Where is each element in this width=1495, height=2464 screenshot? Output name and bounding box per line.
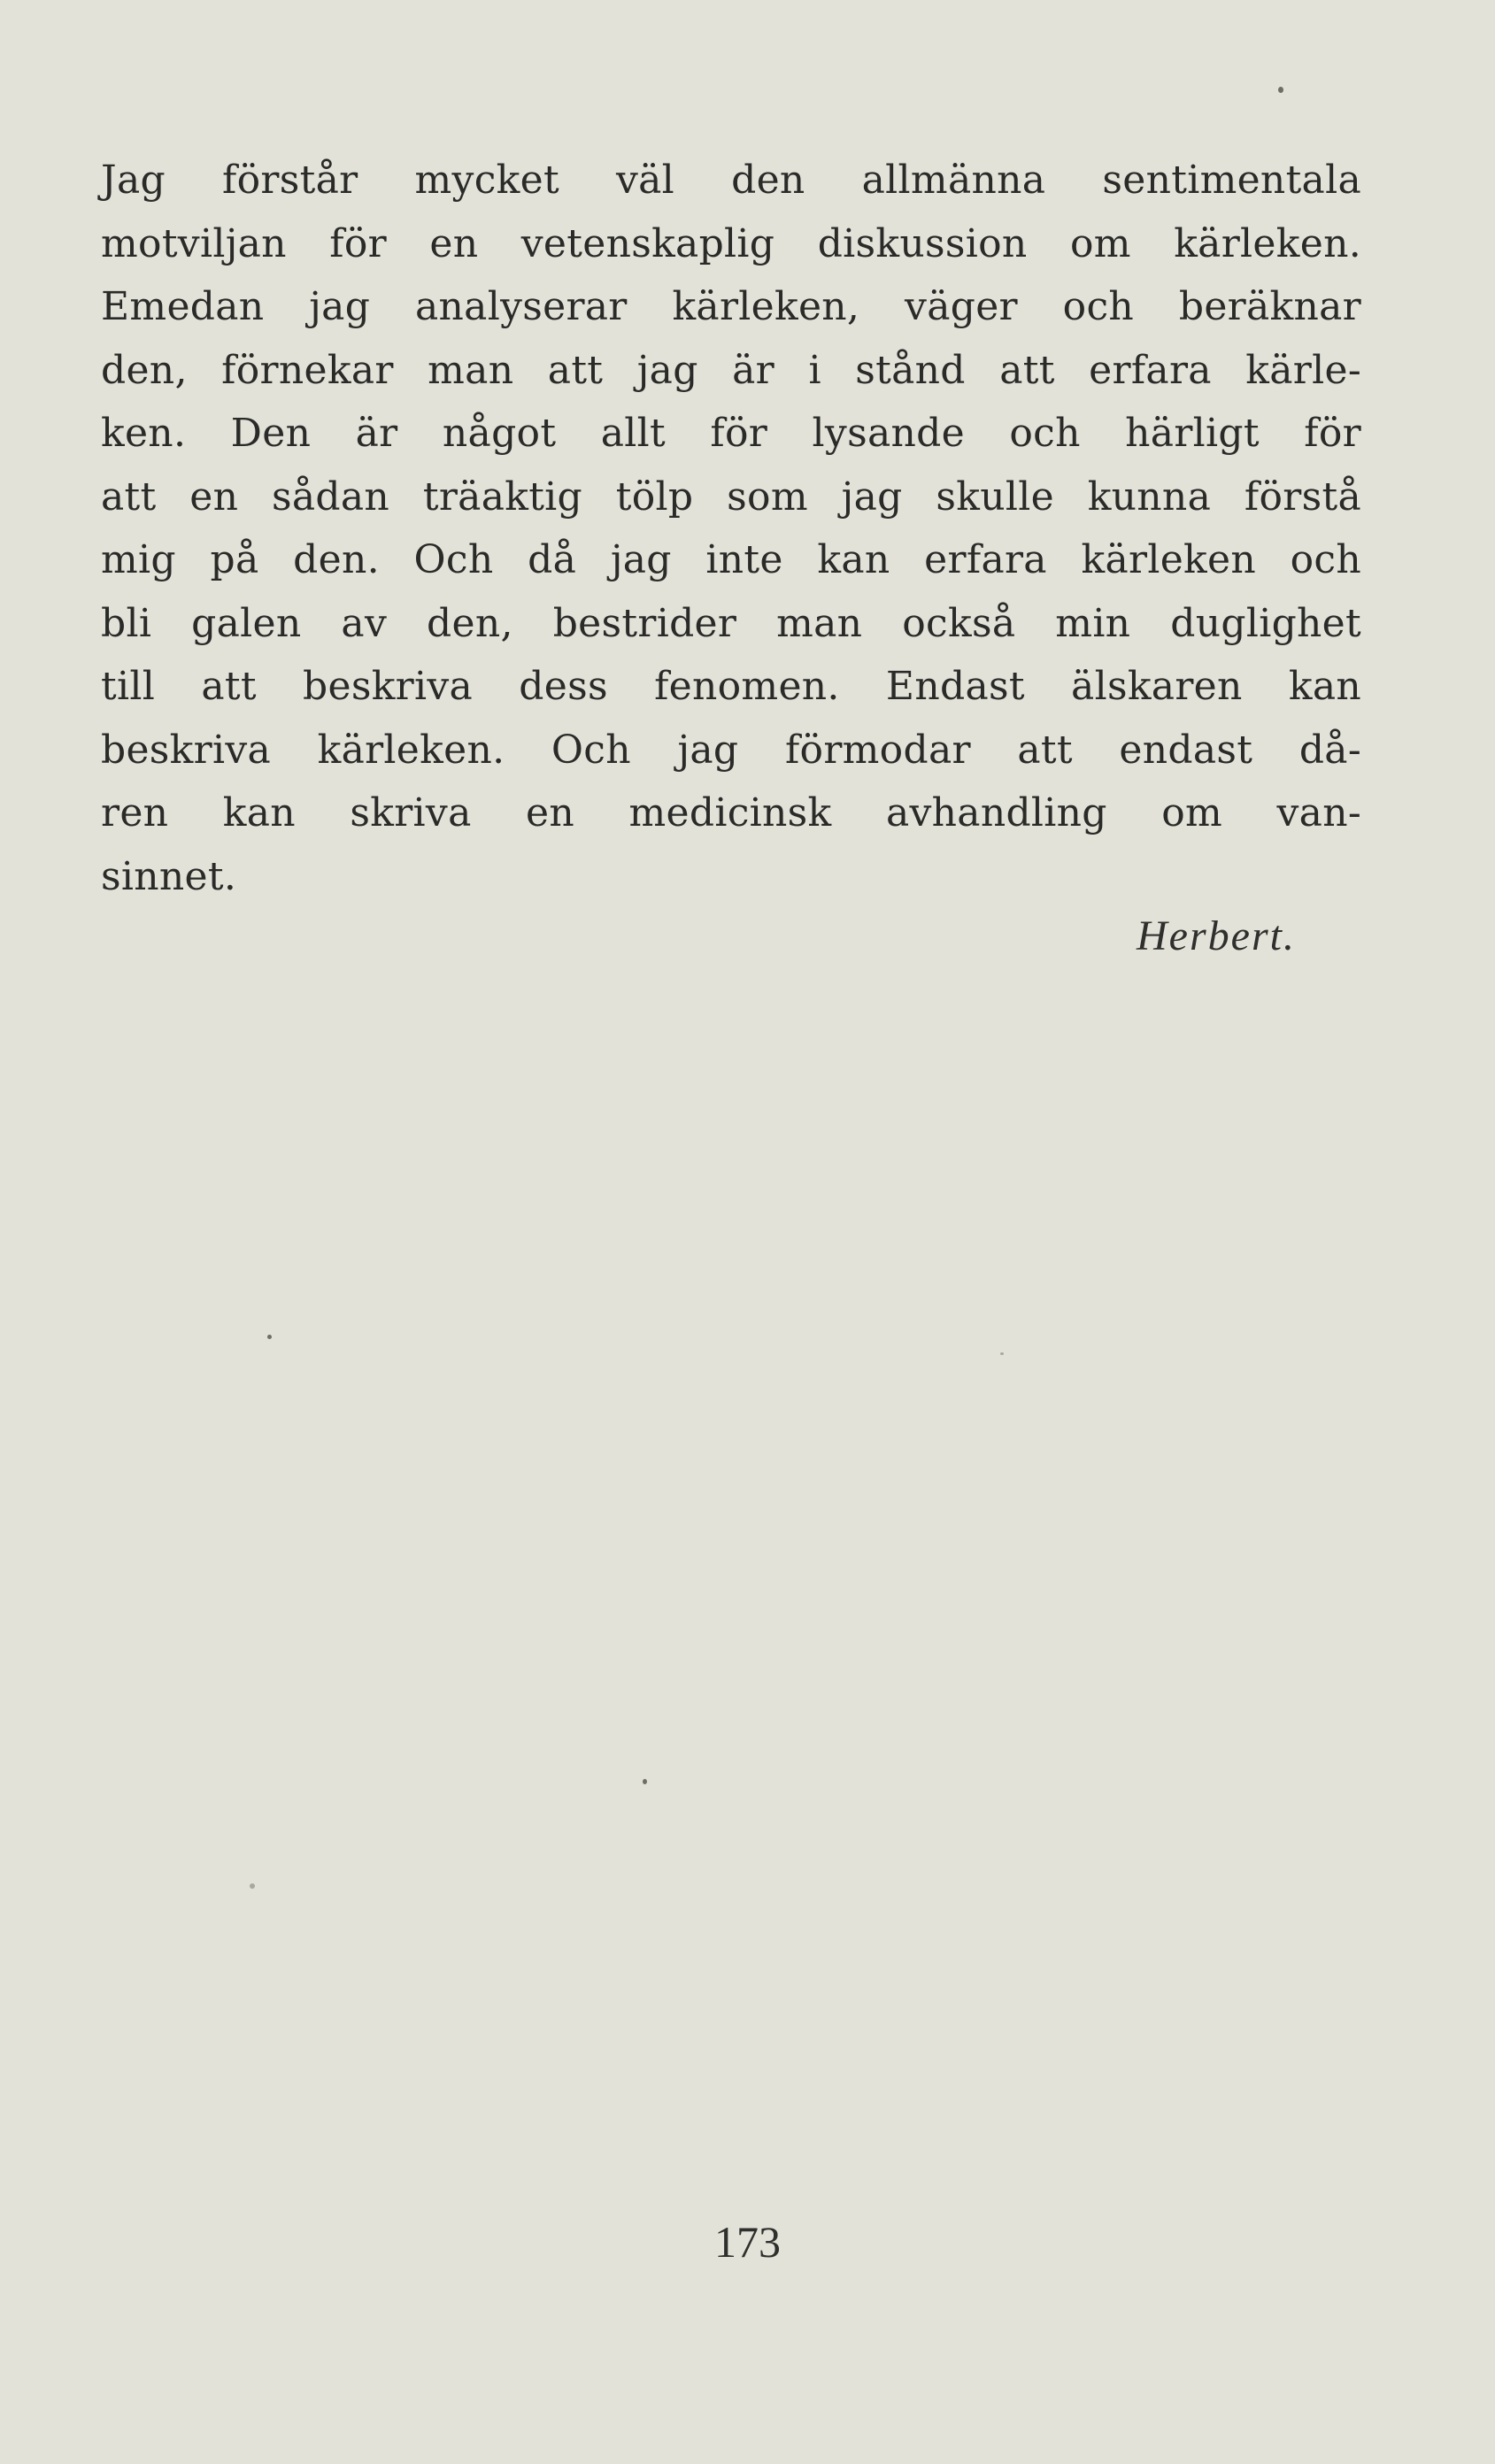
text-line-8: bli galen av den, bestrider man också min duglighet (101, 600, 1361, 646)
paper-speck (1278, 87, 1283, 93)
text-line-2: motviljan för en vetenskaplig diskussion om kärleken. (101, 220, 1361, 266)
text-line-6: att en sådan träaktig tölp som jag skulle kunna förstå (101, 474, 1361, 520)
text-line-4: den, förnekar man att jag är i stånd att erfara kärle- (101, 347, 1361, 393)
text-line-3: Emedan jag analyserar kärleken, väger och beräknar (101, 284, 1361, 329)
paper-speck (643, 1779, 647, 1784)
text-line-12: sinnet. (101, 853, 237, 899)
text-line-10: beskriva kärleken. Och jag förmodar att endast då- (101, 727, 1361, 773)
text-line-11: ren kan skriva en medicinsk avhandling om van- (101, 790, 1361, 835)
body-paragraph (101, 149, 1361, 908)
page-number: 173 (714, 2217, 781, 2267)
paper-speck (267, 1335, 272, 1339)
paper-speck (250, 1883, 255, 1889)
paper-speck (1000, 1352, 1004, 1355)
author-signature: Herbert. (1137, 912, 1296, 959)
text-line-9: till att beskriva dess fenomen. Endast älskaren kan (101, 664, 1361, 709)
text-line-5: ken. Den är något allt för lysande och härligt för (101, 411, 1361, 456)
text-line-1: Jag förstår mycket väl den allmänna sentimentala (101, 158, 1361, 203)
text-line-7: mig på den. Och då jag inte kan erfara kärleken och (101, 537, 1361, 582)
